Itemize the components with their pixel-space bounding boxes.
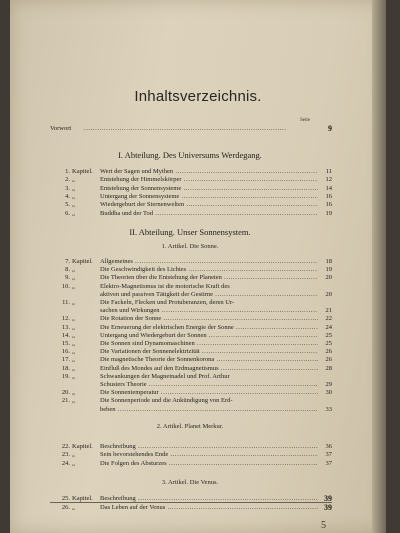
toc-chapter-number: 16. [61,348,70,356]
toc-chapter-label: Kapitel. [72,443,93,450]
toc-chapter-label: „ [72,209,75,217]
toc-entry-page: 29 [325,381,332,388]
toc-entry-title: Beschreibung ..... [100,494,318,503]
toc-entry-title: Die Sonnentemperatur ..... [100,388,318,397]
toc-entry-title: aktiven und passiven Tätigkeit der Gestirne ..... [100,290,318,299]
toc-entry-page: 25 [325,331,332,339]
toc-chapter-number: 1. [65,168,70,175]
toc-entry-page: 16 [325,192,332,200]
seite-label: Seite [300,118,310,123]
toc-chapter-label: „ [72,331,75,339]
toc-entry-title: Wert der Sagen und Mythen ..... [100,167,318,176]
toc-entry-title: Die magnetische Theorie der Sonnenkorona ..... [100,355,318,364]
toc-chapter-number: 3. [65,184,70,192]
toc-entry-page: 20 [325,290,332,298]
article-heading: 1. Artikel. Die Sonne. [161,243,219,250]
toc-chapter-label: „ [72,323,75,331]
toc-entry-title: Entstehung der Sonnensysteme ..... [100,184,318,193]
toc-entry-page: 14 [325,184,332,192]
toc-entry-page: 9 [328,124,332,133]
toc-chapter-label: „ [72,274,75,282]
toc-row [50,209,332,218]
toc-chapter-number: 6. [65,209,70,217]
toc-entry-page: 26 [325,356,332,364]
toc-chapter-number: 21. [61,397,70,405]
book-page [10,0,386,533]
toc-chapter-label: „ [72,192,75,200]
toc-entry-page: 22 [325,315,332,323]
toc-entry-page: 21 [325,307,332,315]
toc-entry-title: Das Leben auf der Venus ..... [100,503,318,512]
toc-chapter-label: „ [72,372,75,380]
toc-chapter-number: 11. [62,299,70,306]
toc-row [50,494,332,503]
toc-entry-label: Vorwort [50,125,72,132]
toc-chapter-label: „ [72,451,75,459]
article-heading: 2. Artikel. Planet Merkur. [156,423,224,430]
toc-entry-title: sachen und Wirkungen ..... [100,306,318,315]
toc-chapter-label: „ [72,348,75,356]
toc-entry-page: 16 [325,201,332,209]
toc-chapter-number: 19. [61,372,70,380]
toc-entry-title: Die Variationen der Sonnenelektrizität ..... [100,347,318,356]
toc-entry-page: 19 [325,266,332,274]
toc-entry-title: Die Folgen des Absturzes ..... [100,459,318,468]
toc-chapter-number: 26. [61,504,70,511]
toc-entry-title: Die Erneuerung der elektrischen Energie der Sonne ..... [100,323,318,332]
toc-chapter-number: 12. [61,315,70,323]
toc-chapter-label: „ [72,459,75,467]
toc-entry-title: Schwankungen der Magnetnadel und Prof. Arthur [100,372,230,380]
toc-chapter-number: 20. [61,389,70,397]
toc-entry-title: Buddha und der Tod ..... [100,209,318,218]
article-heading: 3. Artikel. Die Venus. [161,479,219,486]
toc-entry-page: 12 [325,176,332,184]
toc-chapter-number: 18. [61,364,70,372]
toc-chapter-number: 17. [61,356,70,364]
toc-entry-page: 11 [325,168,332,175]
toc-chapter-label: Kapitel. [72,495,93,502]
toc-entry-page: 39 [324,494,332,503]
toc-chapter-number: 4. [65,192,70,200]
toc-entry-title: Die Geschwindigkeit des Lichtes ..... [100,265,318,274]
toc-entry-page: 18 [325,258,332,265]
toc-entry-page: 33 [325,405,332,413]
toc-entry-title: beben ..... [100,405,318,414]
toc-chapter-number: 8. [65,266,70,274]
toc-entry-title: Wiedergeburt der Sternenwelten ..... [100,200,318,209]
toc-entry-page: 28 [325,364,332,372]
toc-entry-page: 30 [325,389,332,397]
toc-entry-title: Die Rotation der Sonne ..... [100,314,318,323]
toc-entry-page: 20 [325,274,332,282]
toc-row [50,459,332,468]
toc-chapter-number: 23. [61,451,70,459]
toc-chapter-number: 15. [61,340,70,347]
toc-entry-title: Sein bevorstehendes Ende ..... [100,450,318,459]
toc-row-vorwort [50,124,332,133]
toc-chapter-number: 10. [61,282,70,290]
toc-chapter-label: „ [72,184,75,192]
toc-chapter-label: „ [72,266,75,274]
toc-entry-title: Allgemeines ..... [100,257,318,266]
toc-chapter-label: „ [72,397,75,405]
toc-chapter-label: „ [72,315,75,323]
toc-entry-page: 19 [325,209,332,217]
toc-chapter-label: „ [72,504,75,511]
toc-chapter-label: „ [72,356,75,364]
toc-entry-title: Schusters Theorie ..... [100,380,318,389]
toc-chapter-number: 22. [61,443,70,450]
toc-entry-page: 26 [325,348,332,356]
toc-entry-title: Einfluß des Mondes auf den Erdmagnetismus ..... [100,364,318,373]
toc-entry-page: 39 [324,503,332,512]
toc-entry-title: Die Theorien über die Entstehung der Planeten ..... [100,273,318,282]
toc-entry-title: Beschreibung ..... [100,442,318,451]
toc-chapter-label: Kapitel. [72,168,93,175]
toc-entry-page: 36 [325,443,332,450]
page-edge [372,0,386,533]
toc-entry-title: Elektro-Magnetismus ist die motorische Kraft des [100,282,230,290]
toc-chapter-number: 9. [65,274,70,282]
section-heading: I. Abteilung. Des Universums Werdegang. [118,150,262,160]
toc-chapter-label: „ [72,282,75,290]
toc-entry-title: Entstehung der Himmelskörper ..... [100,175,318,184]
toc-entry-title: Die Sonnen sind Dynamomaschinen ..... [100,339,318,348]
toc-entry-title: Die Fackeln, Flecken und Protuberanzen, deren Ur- [100,299,235,306]
toc-chapter-number: 25. [61,495,70,502]
toc-chapter-number: 24. [61,459,70,467]
toc-chapter-number: 7. [65,258,70,265]
toc-chapter-number: 14. [61,331,70,339]
page-number: 5 [321,520,326,531]
toc-entry-title: Untergang und Wiedergeburt der Sonnen ..... [100,331,318,340]
toc-entry-title: Untergang der Sonnensysteme ..... [100,192,318,201]
toc-chapter-label: „ [72,364,75,372]
toc-chapter-label: „ [72,176,75,184]
toc-chapter-label: „ [72,201,75,209]
toc-chapter-label: „ [72,340,75,347]
toc-entry-page: 25 [325,340,332,347]
toc-entry-page: 24 [325,323,332,331]
toc-chapter-number: 13. [61,323,70,331]
toc-chapter-label: „ [72,389,75,397]
section-heading: II. Abteilung. Unser Sonnensystem. [129,227,251,237]
toc-chapter-label: „ [72,299,75,306]
toc-chapter-number: 2. [65,176,70,184]
toc-entry-title: Die Sonnenperiode und die Ankündigung von Erd- [100,397,233,405]
page-title: Inhaltsverzeichnis. [134,88,262,105]
toc-chapter-label: Kapitel. [72,258,93,265]
toc-chapter-number: 5. [65,201,70,209]
toc-row [50,503,332,512]
toc-row [50,405,332,414]
toc-entry-page: 37 [325,451,332,459]
toc-entry-page: 37 [325,459,332,467]
